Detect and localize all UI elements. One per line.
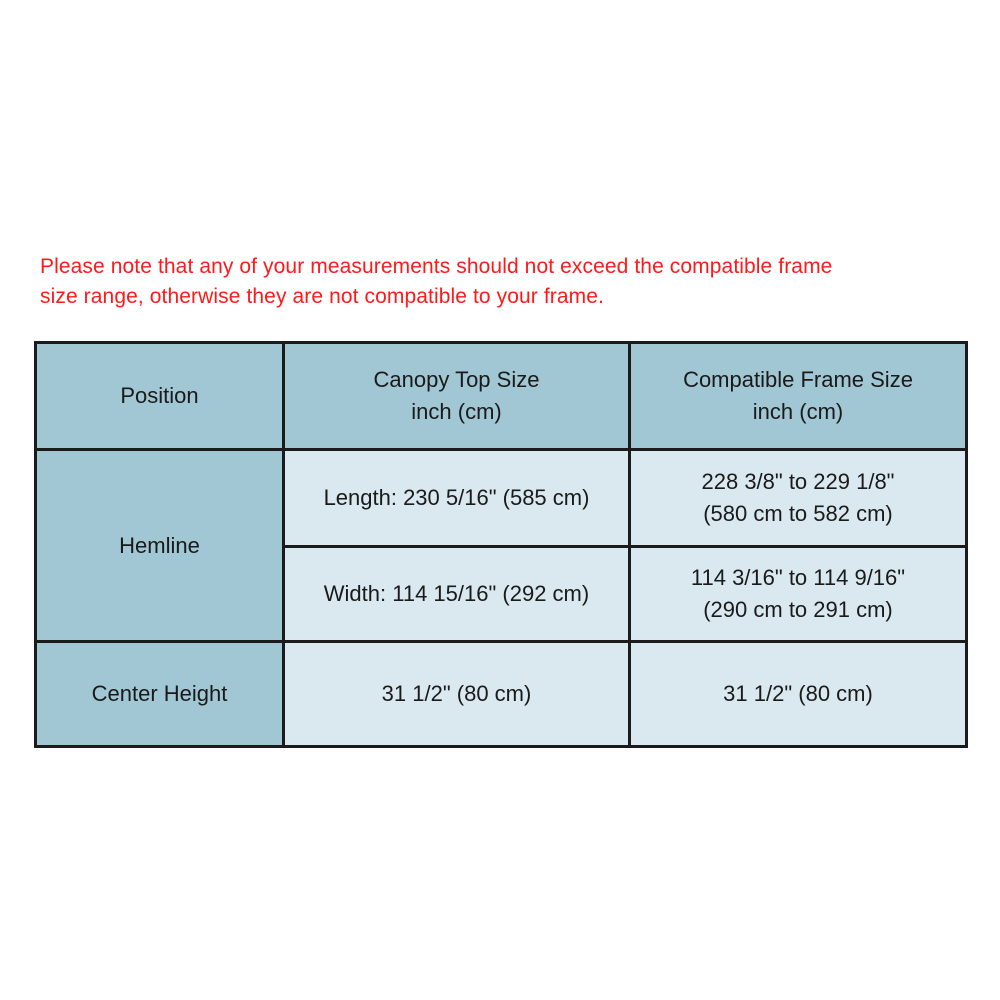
cell-length-canopy [284,450,630,547]
width-canopy-value: Width: 114 15/16" (292 cm) [323,581,590,606]
cell-width-frame [630,547,967,642]
notice-line-2: size range, otherwise they are not compatible to your frame. [40,285,604,308]
length-frame-inch: 228 3/8" to 229 1/8" [701,469,895,494]
center-height-label: Center Height [91,681,228,706]
cell-length-frame [630,450,967,547]
row-header-center-height [36,642,284,747]
hemline-label: Hemline [119,532,200,558]
header-compatible-frame-size [630,343,967,450]
compatibility-notice [40,252,970,312]
header-frame-line-1: Compatible Frame Size [683,367,913,392]
table-row-length [36,450,967,547]
width-frame-inch: 114 3/16" to 114 9/16" [690,565,906,590]
header-position-label: Position [120,383,199,408]
header-canopy-line-2: inch (cm) [411,399,502,424]
header-frame-line-2: inch (cm) [752,399,844,424]
table-header-row [36,343,967,450]
header-position [36,343,284,450]
row-header-hemline [36,450,284,642]
table-row-center-height [36,642,967,747]
center-height-canopy-value: 31 1/2" (80 cm) [381,681,532,706]
cell-width-canopy [284,547,630,642]
length-frame-cm: (580 cm to 582 cm) [703,501,893,526]
center-height-frame-value: 31 1/2" (80 cm) [723,681,873,706]
header-canopy-top-size [284,343,630,450]
cell-center-height-canopy [284,642,630,747]
size-table [34,341,968,748]
notice-line-1: Please note that any of your measurements should not exceed the compatible frame [40,255,833,278]
cell-center-height-frame [630,642,967,747]
header-canopy-line-1: Canopy Top Size [373,367,540,392]
length-canopy-value: Length: 230 5/16" (585 cm) [323,485,590,510]
width-frame-cm: (290 cm to 291 cm) [703,597,893,622]
